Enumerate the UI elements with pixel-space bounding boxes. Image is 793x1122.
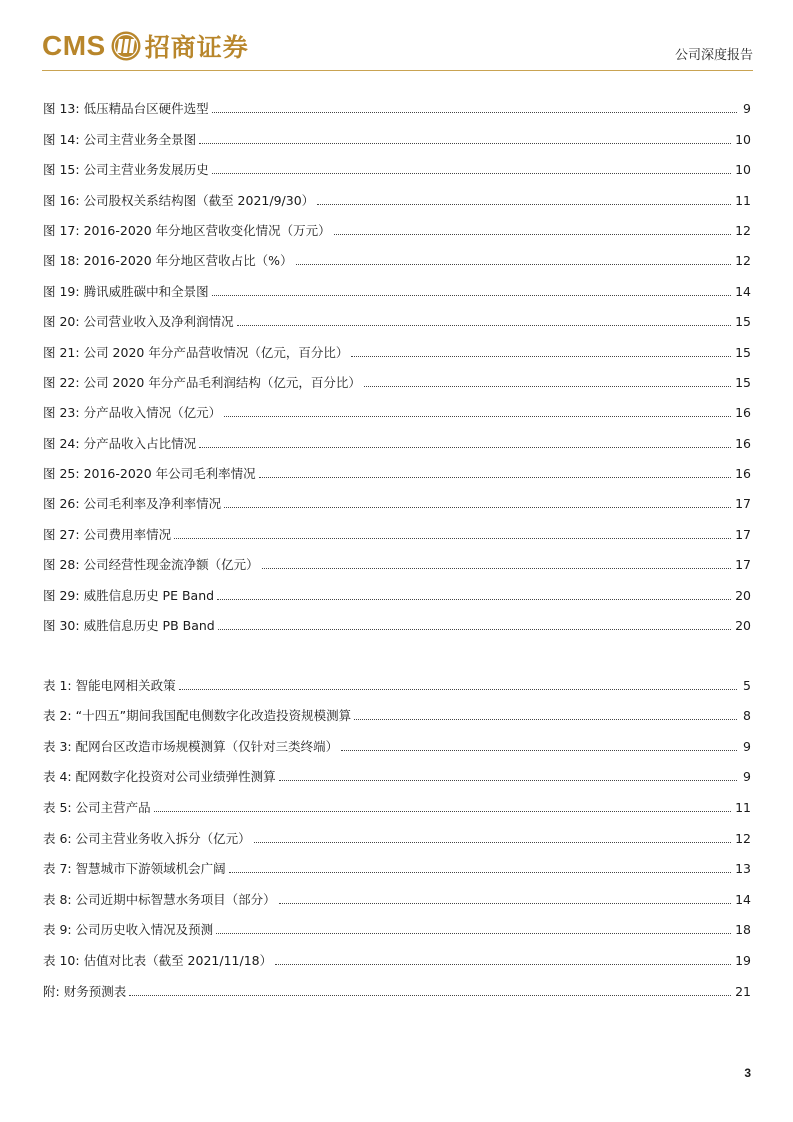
figure-entry-page-number: 17 [735,526,751,542]
figure-entry-title: 分产品收入占比情况 [83,435,197,451]
figure-entry-page-number: 16 [735,435,751,451]
dot-leader [254,842,731,843]
figure-entry-title: 2016-2020 年分地区营收占比（%） [83,253,293,269]
figure-entry-label: 图 30: [43,618,80,634]
figure-entry-label: 图 17: [43,222,80,238]
figure-entry-page-number: 10 [735,162,751,178]
figure-entry-label: 图 18: [43,253,80,269]
table-entry-label: 表 4: [43,769,72,785]
table-entry-title: 配网数字化投资对公司业绩弹性测算 [75,769,276,785]
dot-leader [351,356,731,357]
figure-entry[interactable] [43,329,751,359]
figure-entry[interactable] [43,86,751,116]
figure-entry-title: 公司毛利率及净利率情况 [83,496,222,512]
figure-entry-page-number: 17 [735,496,751,512]
figure-entry-label: 图 19: [43,283,80,299]
figure-entry-title: 低压精品台区硬件选型 [83,101,209,117]
figure-entry[interactable] [43,299,751,329]
dot-leader [199,447,731,448]
table-entry-page-number: 5 [743,677,751,693]
figure-entry[interactable] [43,208,751,238]
table-entry[interactable] [43,937,751,968]
figure-entry-page-number: 11 [735,192,751,208]
figure-entry[interactable] [43,481,751,511]
figure-entry-title: 公司营业收入及净利润情况 [83,314,234,330]
figure-entry-label: 图 13: [43,101,80,117]
figure-entry[interactable] [43,420,751,450]
figure-entry[interactable] [43,603,751,633]
figure-entry-title: 公司 2020 年分产品营收情况（亿元，百分比） [83,344,349,360]
figure-index [43,86,751,633]
table-entry-title: 公司主营产品 [75,799,151,815]
table-entry[interactable] [43,846,751,877]
table-entry-title: “十四五”期间我国配电侧数字化改造投资规模测算 [75,708,352,724]
dot-leader [296,264,732,265]
logo-latin-text: CMS [42,30,106,61]
dot-leader [341,750,737,751]
dot-leader [179,689,737,690]
table-index [43,662,751,999]
figure-entry-label: 图 14: [43,131,80,147]
figure-entry[interactable] [43,147,751,177]
table-entry-page-number: 18 [735,922,751,938]
dot-leader [364,386,731,387]
cms-emblem-icon [110,30,142,62]
table-entry-page-number: 14 [735,891,751,907]
figure-entry[interactable] [43,177,751,207]
dot-leader [174,538,731,539]
table-entry-label: 表 5: [43,799,72,815]
table-entry[interactable] [43,693,751,724]
dot-leader [259,477,731,478]
table-entry-title: 财务预测表 [63,983,127,999]
dot-leader [216,933,731,934]
table-entry-label: 表 7: [43,861,72,877]
dot-leader [229,872,731,873]
figure-entry-title: 公司 2020 年分产品毛利润结构（亿元，百分比） [83,374,361,390]
dot-leader [154,811,731,812]
figure-entry-page-number: 17 [735,557,751,573]
dot-leader [354,719,737,720]
table-entry-page-number: 19 [735,952,751,968]
report-type: 公司深度报告 [674,48,753,63]
dot-leader [212,112,737,113]
dot-leader [218,629,731,630]
figure-entry[interactable] [43,238,751,268]
table-entry-page-number: 12 [735,830,751,846]
figure-entry[interactable] [43,572,751,602]
figure-entry-title: 威胜信息历史 PB Band [83,618,215,634]
figure-entry[interactable] [43,451,751,481]
figure-entry[interactable] [43,542,751,572]
dot-leader [224,507,731,508]
figure-entry[interactable] [43,390,751,420]
figure-entry-title: 公司费用率情况 [83,526,172,542]
figure-entry-page-number: 12 [735,222,751,238]
table-entry-label: 表 2: [43,708,72,724]
table-entry-label: 表 10: [43,952,80,968]
table-entry-page-number: 13 [735,861,751,877]
figure-entry-label: 图 22: [43,374,80,390]
figure-entry-label: 图 21: [43,344,80,360]
dot-leader [317,204,731,205]
dot-leader [275,964,731,965]
figure-entry-title: 公司股权关系结构图（截至 2021/9/30） [83,192,315,208]
figure-entry-label: 图 23: [43,405,80,421]
table-entry[interactable] [43,662,751,693]
figure-entry[interactable] [43,268,751,298]
logo-chinese-text: 招商证券 [144,33,249,62]
figure-entry[interactable] [43,116,751,146]
figure-entry-title: 2016-2020 年公司毛利率情况 [83,466,256,482]
figure-entry-title: 2016-2020 年分地区营收变化情况（万元） [83,222,331,238]
figure-entry-page-number: 15 [735,374,751,390]
table-entry[interactable] [43,723,751,754]
table-entry-title: 估值对比表（截至 2021/11/18） [83,952,273,968]
dot-leader [212,295,732,296]
dot-leader [279,780,737,781]
dot-leader [334,234,731,235]
figure-entry-label: 图 15: [43,162,80,178]
figure-entry-title: 公司主营业务全景图 [83,131,197,147]
figure-entry-title: 腾讯威胜碳中和全景图 [83,283,209,299]
table-entry-title: 配网台区改造市场规模测算（仅针对三类终端） [75,738,339,754]
figure-entry-page-number: 12 [735,253,751,269]
table-entry-label: 表 9: [43,922,72,938]
table-entry[interactable] [43,815,751,846]
figure-entry-page-number: 20 [735,618,751,634]
table-entry-page-number: 9 [743,738,751,754]
dot-leader [237,325,732,326]
figure-entry-label: 图 28: [43,557,80,573]
page-number: 3 [744,1066,751,1080]
figure-entry-page-number: 14 [735,283,751,299]
table-entry-label: 表 8: [43,891,72,907]
figure-entry-title: 公司经营性现金流净额（亿元） [83,557,259,573]
figure-entry-title: 威胜信息历史 PE Band [83,587,215,603]
table-entry[interactable] [43,968,751,999]
table-entry-title: 公司历史收入情况及预测 [75,922,214,938]
dot-leader [212,173,732,174]
cms-logo [42,28,249,64]
figure-entry-page-number: 16 [735,405,751,421]
table-entry-page-number: 8 [743,708,751,724]
table-entry-label: 表 1: [43,677,72,693]
table-entry-page-number: 21 [735,983,751,999]
table-entry[interactable] [43,907,751,938]
table-entry-title: 公司近期中标智慧水务项目（部分） [75,891,276,907]
table-entry[interactable] [43,784,751,815]
dot-leader [279,903,731,904]
figure-entry-label: 图 29: [43,587,80,603]
table-entry-label: 表 3: [43,738,72,754]
table-entry-label: 附: [43,983,60,999]
table-entry-title: 智能电网相关政策 [75,677,176,693]
dot-leader [217,599,731,600]
figure-entry-label: 图 26: [43,496,80,512]
figure-entry-page-number: 20 [735,587,751,603]
dot-leader [199,143,731,144]
table-entry-title: 公司主营业务收入拆分（亿元） [75,830,251,846]
table-entry-page-number: 9 [743,769,751,785]
table-entry-title: 智慧城市下游领域机会广阔 [75,861,226,877]
figure-entry-label: 图 16: [43,192,80,208]
page-header [42,26,753,72]
figure-entry-page-number: 15 [735,314,751,330]
figure-entry[interactable] [43,511,751,541]
dot-leader [262,568,732,569]
figure-entry-label: 图 27: [43,526,80,542]
dot-leader [129,995,731,996]
table-entry-label: 表 6: [43,830,72,846]
figure-entry[interactable] [43,360,751,390]
figure-entry-label: 图 25: [43,466,80,482]
table-entry[interactable] [43,876,751,907]
figure-entry-page-number: 10 [735,131,751,147]
figure-entry-label: 图 20: [43,314,80,330]
table-entry[interactable] [43,754,751,785]
figure-entry-title: 分产品收入情况（亿元） [83,405,222,421]
figure-entry-label: 图 24: [43,435,80,451]
figure-entry-page-number: 15 [735,344,751,360]
figure-entry-page-number: 9 [743,101,751,117]
figure-entry-page-number: 16 [735,466,751,482]
figure-entry-title: 公司主营业务发展历史 [83,162,209,178]
header-divider [42,70,753,71]
dot-leader [224,416,731,417]
table-entry-page-number: 11 [735,799,751,815]
